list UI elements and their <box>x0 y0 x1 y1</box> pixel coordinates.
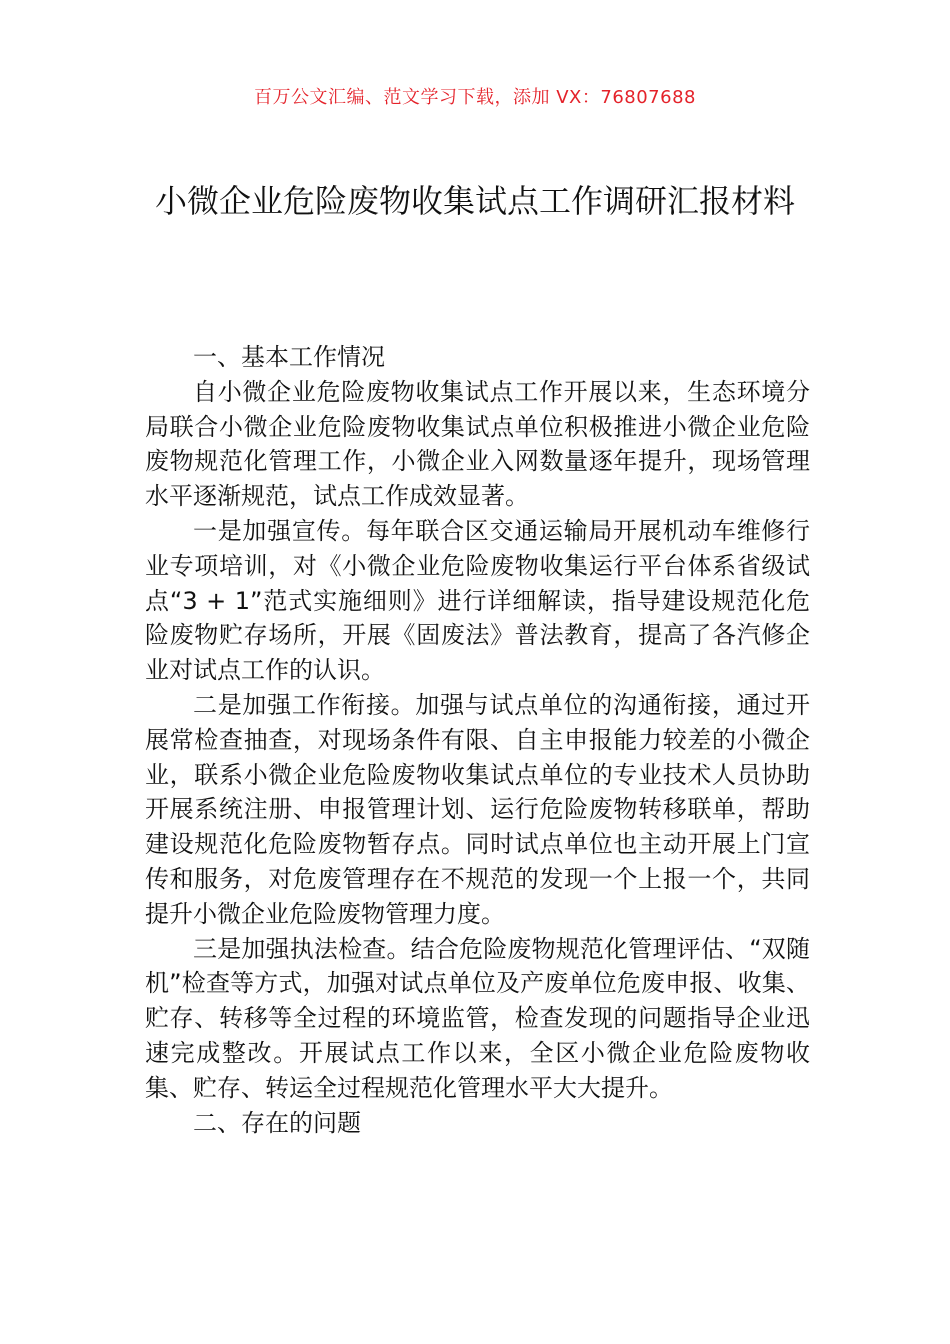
paragraph-point-coordination: 二是加强工作衔接。加强与试点单位的沟通衔接，通过开展常检查抽查，对现场条件有限、自主申报能力较差的小微企业，联系小微企业危险废物收集试点单位的专业技术人员协助开展系统注册、申报管理计划、运行危险废物转移联单，帮助建设规范化危险废物暂存点。同时试点单位也主动开展上门宣传和服务，对危废管理存在不规范的发现一个上报一个，共同提升小微企业危险废物管理力度。 <box>145 690 810 928</box>
section-heading-basic-situation: 一、基本工作情况 <box>193 343 385 371</box>
section-heading-problems: 二、存在的问题 <box>193 1108 361 1137</box>
document-title: 小微企业危险废物收集试点工作调研汇报材料 <box>154 182 795 220</box>
paragraph-intro: 自小微企业危险废物收集试点工作开展以来，生态环境分局联合小微企业危险废物收集试点单位积极推进小微企业危险废物规范化管理工作，小微企业入网数量逐年提升，现场管理水平逐渐规范，试点工作成效显著。 <box>145 377 810 511</box>
watermark-banner: 百万公文汇编、范文学习下载，添加 VX：76807688 <box>254 87 696 108</box>
paragraph-point-enforcement: 三是加强执法检查。结合危险废物规范化管理评估、“双随机”检查等方式，加强对试点单位及产废单位危废申报、收集、贮存、转移等全过程的环境监管，检查发现的问题指导企业迅速完成整改。开展试点工作以来，全区小微企业危险废物收集、贮存、转运全过程规范化管理水平大大提升。 <box>145 934 810 1102</box>
document-body <box>145 340 810 1140</box>
paragraph-point-publicity: 一是加强宣传。每年联合区交通运输局开展机动车维修行业专项培训，对《小微企业危险废物收集运行平台体系省级试点“3 + 1”范式实施细则》进行详细解读，指导建设规范化危险废物贮存场所，开展《固废法》普法教育，提高了各汽修企业对试点工作的认识。 <box>145 516 810 685</box>
